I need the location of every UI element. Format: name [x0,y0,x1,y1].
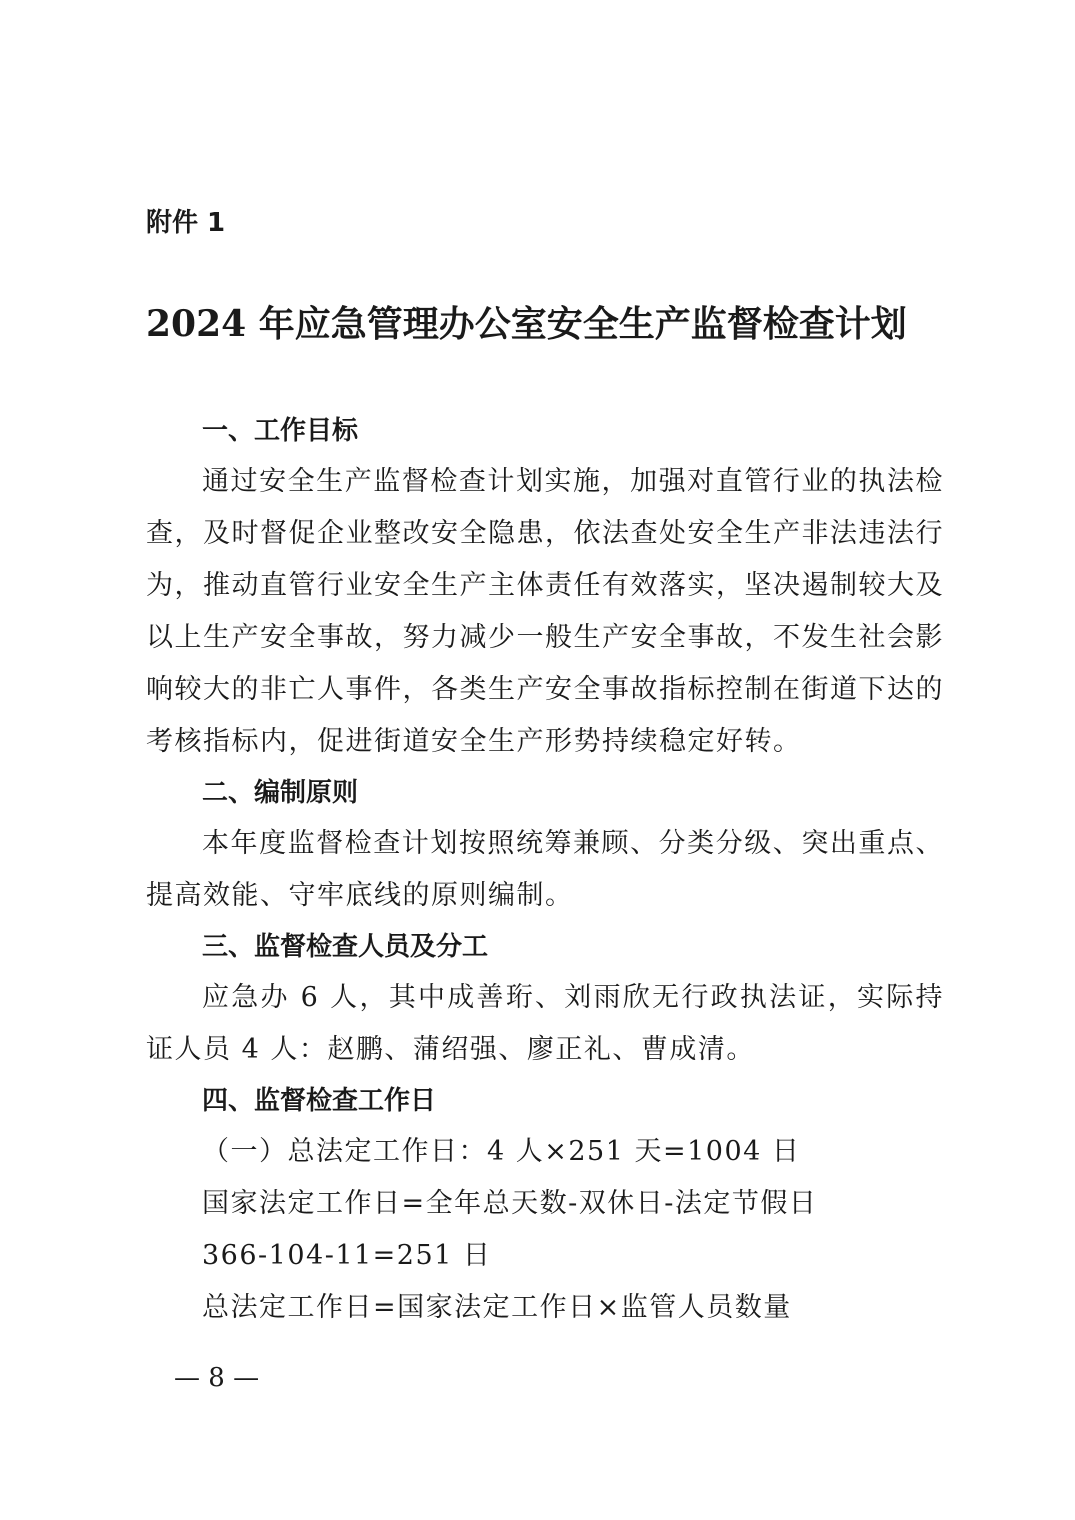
workday-line: （一）总法定工作日：4 人×251 天=1004 日 [202,1136,801,1167]
section-heading: 四、监督检查工作日 [202,1086,437,1116]
workday-line: 366-104-11=251 日 [202,1240,492,1271]
section-heading: 二、编制原则 [202,778,359,808]
page-number: — 8 — [174,1363,260,1393]
section-principles [146,768,944,922]
attachment-label: 附件 1 [146,208,226,238]
section-work-goals [146,406,944,768]
document-body [146,406,944,1334]
section-paragraph: 本年度监督检查计划按照统筹兼顾、分类分级、突出重点、提高效能、守牢底线的原则编制。 [146,828,944,911]
section-paragraph: 通过安全生产监督检查计划实施，加强对直管行业的执法检查，及时督促企业整改安全隐患，依法查处安全生产非法违法行为，推动直管行业安全生产主体责任有效落实，坚决遏制较大及以上生产安全事故，努力减少一般生产安全事故，不发生社会影响较大的非亡人事件，各类生产安全事故指标控制在街道下达的考核指标内，促进街道安全生产形势持续稳定好转。 [146,466,944,757]
section-paragraph: 应急办 6 人，其中成善珩、刘雨欣无行政执法证，实际持证人员 4 人：赵鹏、蒲绍强、廖正礼、曹成清。 [146,982,944,1065]
section-workdays [146,1076,944,1334]
section-heading: 一、工作目标 [202,416,359,446]
section-staffing [146,922,944,1076]
document-title: 2024 年应急管理办公室安全生产监督检查计划 [146,303,907,345]
workday-line: 国家法定工作日=全年总天数-双休日-法定节假日 [202,1188,818,1219]
workday-line: 总法定工作日=国家法定工作日×监管人员数量 [202,1292,792,1323]
section-heading: 三、监督检查人员及分工 [202,932,489,962]
